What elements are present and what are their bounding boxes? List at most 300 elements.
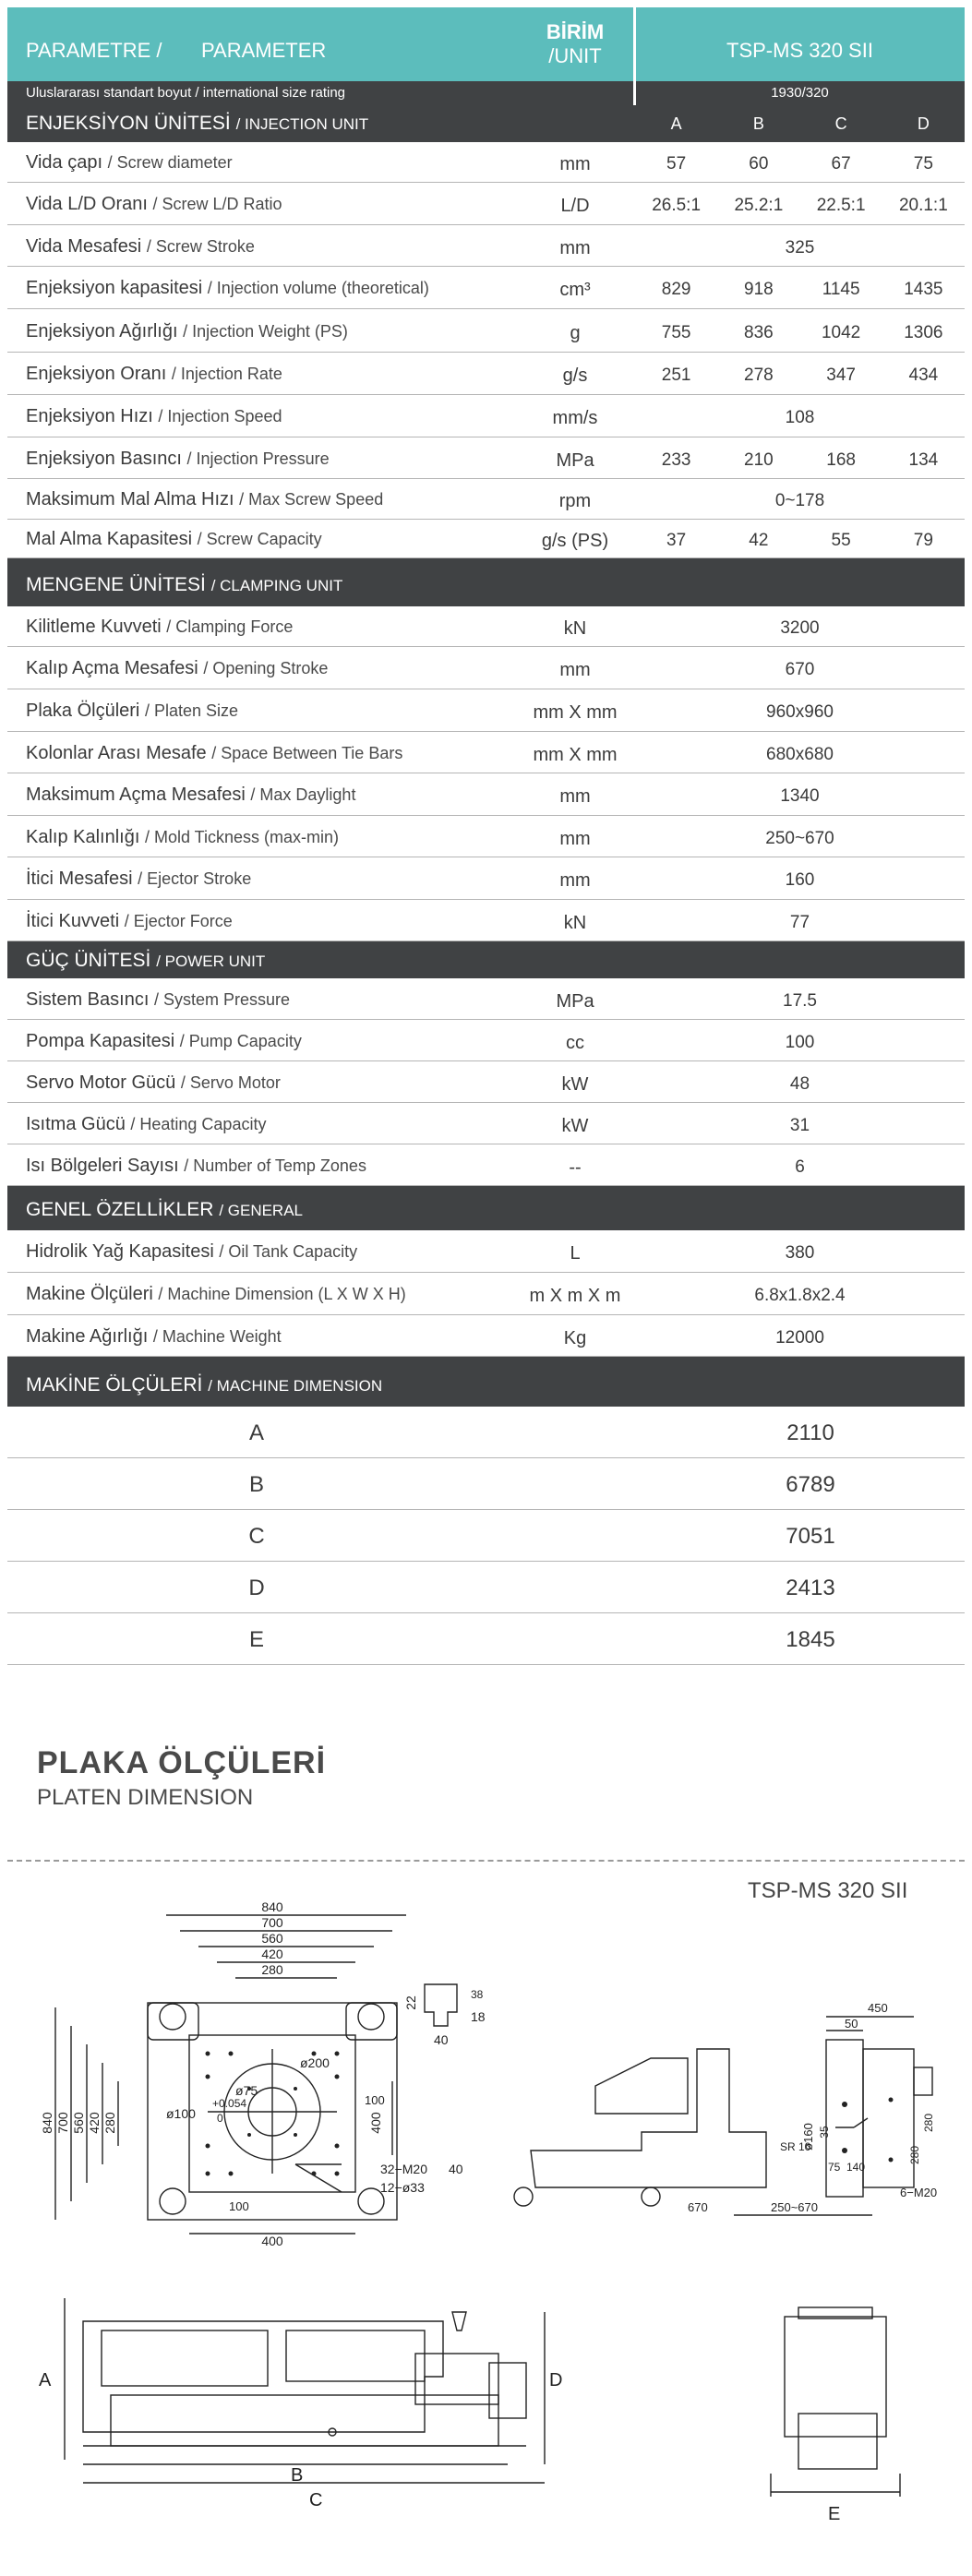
side-dim-670: 670 [688,2200,708,2214]
spec-row [7,1103,965,1144]
spec-value: 25.2:1 [734,196,784,215]
spec-label [26,743,402,764]
spec-value: 42 [749,531,769,550]
dim-tolerance-zero: 0 [217,2112,223,2125]
dim-d200: ø200 [300,2055,330,2070]
spec-label [26,1031,302,1052]
spec-unit: mm [559,829,591,849]
spec-unit: Kg [563,1328,587,1348]
spec-value: 755 [661,323,691,342]
machine-dim-row [7,1613,965,1665]
side-dim-sr10: SR 10 [780,2140,811,2153]
spec-value: 55 [831,531,851,550]
dim-400-bottom: 400 [261,2234,283,2247]
spec-label-tr: Enjeksiyon Ağırlığı [26,321,178,341]
spec-label-en: / Injection volume (theoretical) [207,279,429,297]
section-title [26,1199,303,1221]
spec-value: 251 [661,365,691,385]
spec-values [635,323,965,343]
spec-value: 57 [666,154,687,174]
spec-value: 6 [795,1157,805,1177]
platen-subtitle: PLATEN DIMENSION [37,1785,254,1810]
clamp-cover [286,2330,425,2381]
spec-values [635,196,965,216]
spec-label-tr: Mal Alma Kapasitesi [26,529,193,549]
spec-row [7,479,965,520]
column-letter: A [670,114,682,133]
spec-label-tr: Enjeksiyon Basıncı [26,449,182,469]
spec-value: 108 [785,408,815,427]
spec-value: 79 [913,531,933,550]
spec-label [26,827,339,848]
spec-values [635,531,965,551]
spec-values [635,365,965,386]
spec-label-en: / Injection Weight (PS) [183,322,348,341]
section-header-general [7,1186,965,1230]
tie-bar-corner [346,2003,397,2040]
spec-unit: mm [559,238,591,258]
spec-value: 1145 [822,280,860,299]
spec-row [7,773,965,816]
spec-label-en: / Mold Tickness (max-min) [144,828,340,846]
spec-label [26,1072,281,1094]
spec-row [7,1230,965,1273]
spec-unit: mm [559,870,591,891]
side-dim-280b: 280 [908,2145,921,2165]
spec-label-en: / Pump Capacity [179,1032,302,1050]
spec-label [26,194,282,215]
platen-title: PLAKA ÖLÇÜLERİ [37,1745,327,1780]
spec-label-tr: Sistem Basıncı [26,989,150,1010]
spec-value: 1042 [821,323,861,342]
section-header-machine_dimension [7,1357,965,1407]
column-letter: D [917,114,930,133]
size-rating-value: 1930/320 [771,85,829,101]
spec-label [26,364,282,385]
section-title-en: / MACHINE DIMENSION [208,1377,383,1395]
spec-label-en: / Screw Capacity [197,530,322,548]
section-title-en: / INJECTION UNIT [235,115,369,133]
spec-unit: g/s (PS) [541,531,609,551]
spec-label-tr: İtici Mesafesi [26,869,133,889]
spec-label [26,617,293,638]
spec-label-en: / Space Between Tie Bars [211,744,403,762]
column-letter: B [752,114,764,133]
spec-label-tr: Pompa Kapasitesi [26,1031,175,1051]
dashed-divider [7,1860,965,1862]
spec-label-en: / Screw L/D Ratio [152,195,282,213]
spec-value: 680x680 [766,745,834,764]
detail-22: 22 [403,1995,418,2010]
spec-label-en: / Injection Speed [158,407,282,425]
spec-row [7,395,965,437]
spec-label-en: / Clamping Force [166,617,294,636]
dim-840-top: 840 [261,1899,283,1914]
unit-heading [524,20,626,68]
spec-value: 1435 [904,280,943,299]
size-rating-row [7,81,965,105]
column-letters [635,114,965,134]
spec-label [26,658,328,679]
spec-label-en: / Number of Temp Zones [184,1156,366,1175]
spec-row [7,520,965,558]
section-title [26,1374,382,1396]
spec-label-en: / Ejector Force [124,912,233,930]
machine-dim-value: 2413 [786,1576,835,1600]
dim-420-left: 420 [87,2112,102,2134]
spec-value: 75 [913,154,933,174]
spec-label [26,911,233,932]
spec-value: 20.1:1 [898,196,948,215]
spec-row [7,183,965,225]
section-header-clamping [7,558,965,606]
spec-label-tr: Kilitleme Kuvveti [26,617,162,637]
tie-bar-hole [160,2188,186,2214]
section-header-power [7,941,965,978]
dim-d100: ø100 [166,2106,196,2121]
spec-label-en: / Ejector Stroke [138,869,252,888]
spec-values [635,154,965,174]
dim-280-left: 280 [102,2112,117,2134]
spec-label-tr: İtici Kuvveti [26,911,120,931]
spec-value: 160 [785,870,815,890]
frame-eye [642,2187,660,2206]
section-header-injection [7,105,965,142]
dim-280-top: 280 [261,1962,283,1977]
spec-unit: cc [566,1033,584,1053]
spec-label-tr: Kalıp Kalınlığı [26,827,140,847]
spec-value: 31 [789,1116,810,1135]
unit-en-heading: /UNIT [548,44,602,67]
spec-label-tr: Kalıp Açma Mesafesi [26,658,198,678]
spec-value: 670 [785,660,815,679]
clamp-frame [531,2049,766,2187]
spec-row [7,353,965,395]
spec-row [7,1061,965,1103]
spec-unit: MPa [556,991,594,1012]
spec-label [26,1156,366,1177]
injection-unit [415,2354,498,2404]
label-C: C [309,2490,323,2510]
machine-dim-key: D [248,1576,265,1600]
machine-dim-key: A [248,1420,264,1445]
machine-side-drawing [28,2289,582,2566]
spec-unit: mm/s [552,408,598,428]
hopper [452,2312,466,2330]
tie-bar-corner [148,2003,198,2040]
spec-sections [7,105,965,1665]
machine-dim-row [7,1562,965,1613]
machine-dim-row [7,1458,965,1510]
spec-unit: kN [563,618,587,639]
spec-label [26,1241,357,1263]
spec-label-en: / Injection Pressure [186,449,330,468]
spec-label-tr: Vida çapı [26,152,103,173]
platen-back [863,2049,914,2187]
spec-unit: m X m X m [529,1286,621,1306]
spec-row [7,225,965,267]
spec-row [7,900,965,941]
spec-values [635,280,965,300]
spec-unit: mm [559,154,591,174]
spec-value: 250~670 [765,829,834,848]
note-holes-m20: 32−M20 [380,2162,427,2176]
spec-row [7,142,965,183]
spec-value: 0~178 [774,491,825,510]
spec-value: 918 [744,280,774,299]
spec-label-en: / Platen Size [144,701,239,720]
dim-d75: ø75 [235,2083,258,2098]
section-title-en: / CLAMPING UNIT [210,577,343,594]
spec-label [26,152,233,174]
side-holes-m20: 6−M20 [900,2186,938,2199]
machine-dim-key: B [248,1472,264,1497]
size-rating-label: Uluslararası standart boyut / international size rating [26,85,346,101]
dim-tolerance: +0.054 [212,2097,247,2110]
spec-label [26,1326,282,1348]
machine-dim-value: 1845 [786,1627,835,1652]
spec-row [7,1315,965,1357]
spec-value: 77 [789,913,810,932]
section-title-tr: GÜÇ ÜNİTESİ [26,950,151,971]
spec-value: 60 [749,154,769,174]
spec-label-tr: Enjeksiyon kapasitesi [26,278,203,298]
spec-value: 836 [744,323,774,342]
spec-value: 380 [785,1243,815,1263]
spec-label [26,321,348,342]
spec-label-en: / Max Daylight [250,785,356,804]
spec-label-tr: Vida L/D Oranı [26,194,148,214]
spec-value: 3200 [780,618,820,638]
spec-label-en: / Machine Weight [152,1327,282,1346]
param-tr-heading: PARAMETRE / [26,39,162,62]
spec-label-tr: Makine Ölçüleri [26,1284,153,1304]
label-D: D [549,2370,563,2390]
machine-dim-key: C [248,1524,265,1549]
spec-value: 1306 [904,323,943,342]
table-header [7,7,965,81]
spec-label [26,701,238,722]
section-title-tr: ENJEKSİYON ÜNİTESİ [26,113,231,134]
spec-value: 434 [908,365,939,385]
spec-value: 233 [661,450,691,470]
spec-value: 6.8x1.8x2.4 [754,1286,846,1305]
spec-row [7,647,965,689]
spec-value: 278 [744,365,774,385]
spec-label [26,278,429,299]
motor [489,2363,526,2418]
spec-label-en: / System Pressure [153,990,290,1009]
spec-unit: kN [563,913,587,933]
spec-row [7,978,965,1020]
spec-value: 960x960 [766,702,834,722]
spec-unit: kW [561,1074,589,1095]
section-title-en: / GENERAL [219,1202,304,1219]
side-dim-280a: 280 [922,2113,935,2133]
spec-label-en: / Screw diameter [107,153,233,172]
spec-value: 37 [666,531,687,550]
spec-label-tr: Makine Ağırlığı [26,1326,149,1347]
spec-value: 168 [826,450,856,470]
spec-unit: L [570,1243,581,1264]
label-A: A [39,2370,52,2390]
spec-value: 48 [789,1074,810,1094]
spec-unit: mm [559,660,591,680]
spec-row [7,606,965,647]
spec-unit: mm X mm [533,745,618,765]
label-B: B [291,2465,304,2486]
spec-label-tr: Plaka Ölçüleri [26,701,140,721]
spec-label-tr: Kolonlar Arası Mesafe [26,743,207,763]
tslot-detail [425,1984,457,2026]
section-title [26,574,342,596]
spec-unit: rpm [558,491,592,511]
spec-label-en: / Oil Tank Capacity [219,1242,358,1261]
note-holes-d33: 12−ø33 [380,2180,425,2195]
spec-label-en: / Heating Capacity [130,1115,267,1133]
spec-value: 22.5:1 [816,196,866,215]
front-platen-drawing [37,1897,508,2247]
spec-label-tr: Enjeksiyon Oranı [26,364,167,384]
spec-unit: g [570,323,581,343]
spec-row [7,309,965,353]
spec-label [26,236,255,258]
spec-label-tr: Enjeksiyon Hızı [26,406,153,426]
spec-label [26,869,251,890]
dim-840-left: 840 [40,2112,54,2134]
moving-platen [595,2058,688,2114]
spec-row [7,1273,965,1315]
spec-label [26,1284,406,1305]
spec-unit: cm³ [559,280,591,300]
machine-base [111,2395,498,2446]
side-dim-250-670: 250~670 [771,2200,818,2214]
machine-end-drawing [752,2289,918,2566]
machine-dim-row [7,1510,965,1562]
dim-100-right: 100 [365,2093,385,2107]
section-title-tr: MENGENE ÜNİTESİ [26,574,206,595]
label-E: E [828,2504,841,2524]
spec-unit: MPa [556,450,594,471]
spec-label [26,785,355,806]
spec-unit: L/D [560,196,590,216]
dim-700-left: 700 [55,2112,70,2134]
side-dim-75: 75 [828,2161,841,2174]
side-dim-35: 35 [818,2126,831,2139]
spec-value: 829 [661,280,691,299]
section-title [26,113,368,135]
side-platen-drawing [503,1966,946,2224]
spec-unit: -- [569,1157,582,1178]
dim-560-top: 560 [261,1931,283,1946]
spec-row [7,732,965,773]
param-en-heading: PARAMETER [201,39,327,62]
machine-dim-value: 6789 [786,1472,835,1497]
side-dim-d160: ø160 [801,2123,815,2151]
spec-label-en: / Screw Stroke [146,237,255,256]
side-dim-450: 450 [868,2001,888,2015]
spec-label [26,489,383,510]
spec-label [26,406,282,427]
spec-value: 134 [908,450,939,470]
spec-value: 17.5 [783,991,817,1011]
spec-table [7,7,965,1665]
spec-value: 67 [831,154,851,174]
machine-dim-value: 2110 [786,1420,834,1445]
spec-label-tr: Maksimum Açma Mesafesi [26,785,246,805]
machine-dim-value: 7051 [786,1524,835,1549]
spec-label [26,1114,266,1135]
section-title-tr: MAKİNE ÖLÇÜLERİ [26,1374,203,1396]
detail-38: 38 [471,1988,484,2001]
section-title-tr: GENEL ÖZELLİKLER [26,1199,214,1220]
frame-eye [514,2187,533,2206]
tie-bar-hole [358,2004,384,2030]
machine-dim-row [7,1407,965,1458]
spec-label [26,529,322,550]
detail-40: 40 [434,2032,449,2047]
spec-label-en: / Injection Rate [171,365,282,383]
spec-unit: mm [559,786,591,807]
spec-row [7,1144,965,1186]
spec-label-en: / Machine Dimension (L X W X H) [158,1285,406,1303]
spec-value: 100 [785,1033,815,1052]
safety-guard [102,2330,268,2386]
spec-label [26,449,330,470]
machine-body [83,2321,443,2432]
column-letter: C [834,114,847,133]
spec-value: 347 [826,365,856,385]
dim-700-top: 700 [261,1915,283,1930]
spec-row [7,816,965,857]
spec-row [7,267,965,309]
spec-label-en: / Servo Motor [180,1073,281,1092]
side-dim-50: 50 [845,2017,858,2031]
platen-model: TSP-MS 320 SII [748,1878,908,1903]
spec-unit: mm X mm [533,702,618,723]
section-title-en: / POWER UNIT [156,953,266,970]
spec-label-tr: Isı Bölgeleri Sayısı [26,1156,179,1176]
spec-values [635,450,965,471]
note-depth: 40 [449,2162,463,2176]
spec-label-en: / Opening Stroke [203,659,329,677]
dim-560-left: 560 [71,2112,86,2134]
machine-dim-key: E [248,1627,264,1652]
spec-row [7,689,965,732]
spec-label-tr: Servo Motor Gücü [26,1072,176,1093]
dim-400-vertical: 400 [368,2112,383,2134]
side-dim-140: 140 [846,2161,866,2174]
nozzle-block [914,2067,932,2095]
spec-value: 325 [785,238,815,258]
tie-bar-hole [160,2004,186,2030]
dim-100-bottom: 100 [229,2199,249,2213]
spec-unit: g/s [562,365,588,386]
spec-row [7,857,965,900]
spec-label-tr: Isıtma Gücü [26,1114,126,1134]
spec-label-tr: Hidrolik Yağ Kapasitesi [26,1241,214,1262]
dim-420-top: 420 [261,1947,283,1961]
spec-row [7,1020,965,1061]
spec-label-tr: Maksimum Mal Alma Hızı [26,489,234,509]
detail-18: 18 [471,2009,486,2024]
model-heading: TSP-MS 320 SII [726,39,873,62]
spec-value: 12000 [775,1328,824,1348]
spec-label-tr: Vida Mesafesi [26,236,142,257]
section-title [26,950,265,972]
spec-value: 26.5:1 [652,196,702,215]
unit-tr-heading: BİRİM [546,20,605,43]
